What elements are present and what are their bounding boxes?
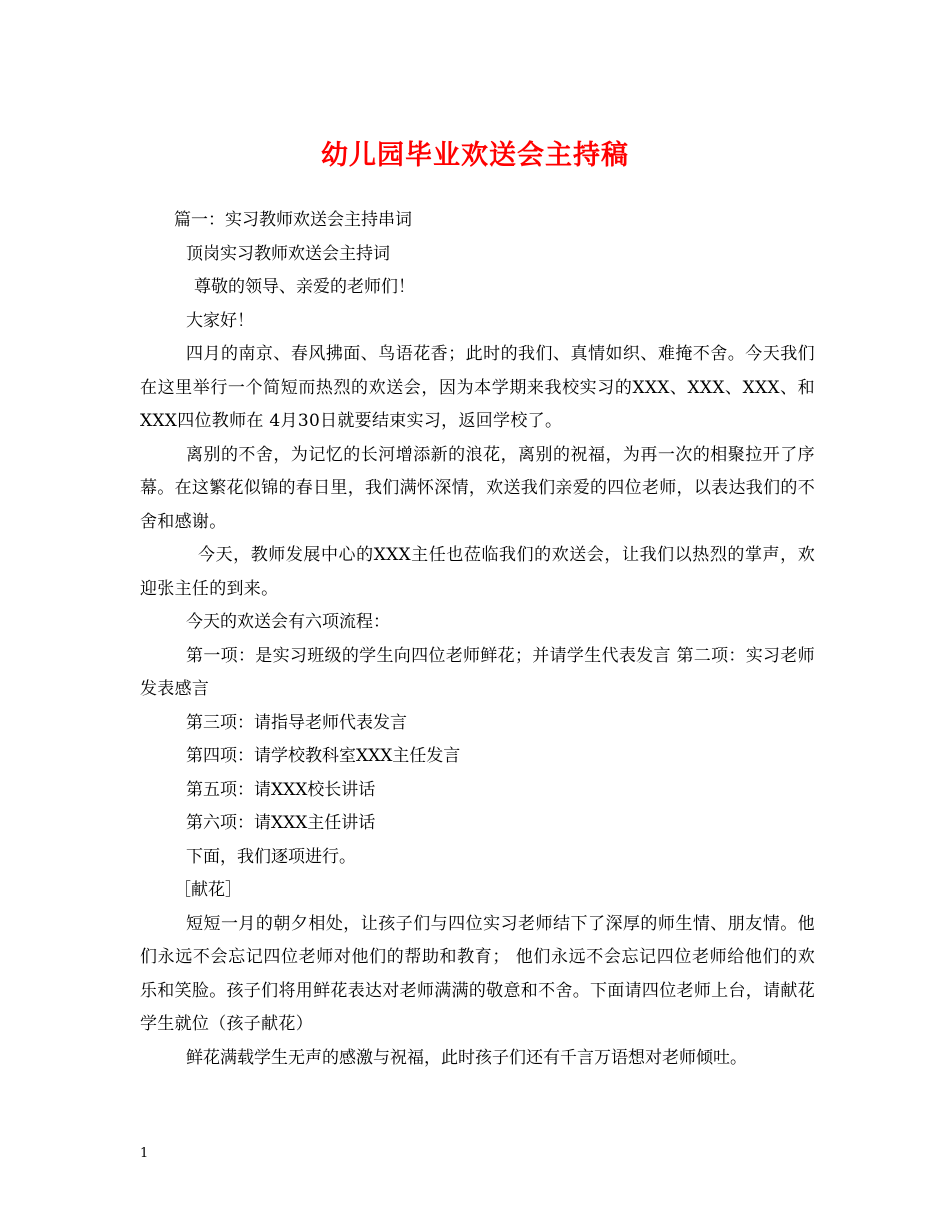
paragraph-agenda-intro: 今天的欢送会有六项流程： [186,612,390,632]
paragraph-flowers-heading: ［献花］ [174,880,242,900]
document-body [140,204,815,1075]
paragraph-subheading: 顶岗实习教师欢送会主持词 [186,243,390,264]
paragraph-agenda-item-5: 第五项：请XXX校长讲话 [186,779,376,800]
paragraph-flowers-body: 短短一月的朝夕相处，让孩子们与四位实习老师结下了深厚的师生情、朋友情。他们永远不会忘记四位老师对他们的帮助和教育； 他们永远不会忘记四位老师给他们的欢乐和笑脸。孩子们将用鲜花表达对老师满满的敬意和不舍。下面请四位老师上台，请献花学生就位（孩子献花） [140,913,815,1034]
document-title: 幼儿园毕业欢送会主持稿 [321,140,629,171]
paragraph-agenda-item-1-2: 第一项：是实习班级的学生向四位老师鲜花；并请学生代表发言 第二项：实习老师发表感言 [140,645,815,699]
paragraph-closing: 鲜花满载学生无声的感激与祝福，此时孩子们还有千言万语想对老师倾吐。 [186,1047,747,1068]
paragraph-agenda-item-6: 第六项：请XXX主任讲话 [186,813,376,833]
paragraph-agenda-item-3: 第三项：请指导老师代表发言 [186,712,407,733]
paragraph-intro: 四月的南京、春风拂面、鸟语花香；此时的我们、真情如织、难掩不舍。今天我们在这里举行一个简短而热烈的欢送会，因为本学期来我校实习的XXX、XXX、XXX、和XXX四位教师在 4月30日就要结束实习，返回学校了。 [140,344,815,431]
paragraph-proceed: 下面，我们逐项进行。 [186,846,356,867]
paragraph-greeting: 大家好！ [186,310,254,331]
paragraph-section-heading: 篇一：实习教师欢送会主持串词 [174,210,412,230]
paragraph-salutation: 尊敬的领导、亲爱的老师们！ [194,277,415,297]
paragraph-farewell: 离别的不舍，为记忆的长河增添新的浪花，离别的祝福，为再一次的相聚拉开了序幕。在这繁花似锦的春日里，我们满怀深情，欢送我们亲爱的四位老师，以表达我们的不舍和感谢。 [140,444,815,532]
page-number: 1 [140,1146,149,1161]
paragraph-director: 今天，教师发展中心的XXX主任也莅临我们的欢送会，让我们以热烈的掌声，欢迎张主任的到来。 [140,545,815,599]
paragraph-agenda-item-4: 第四项：请学校教科室XXX主任发言 [186,746,461,766]
